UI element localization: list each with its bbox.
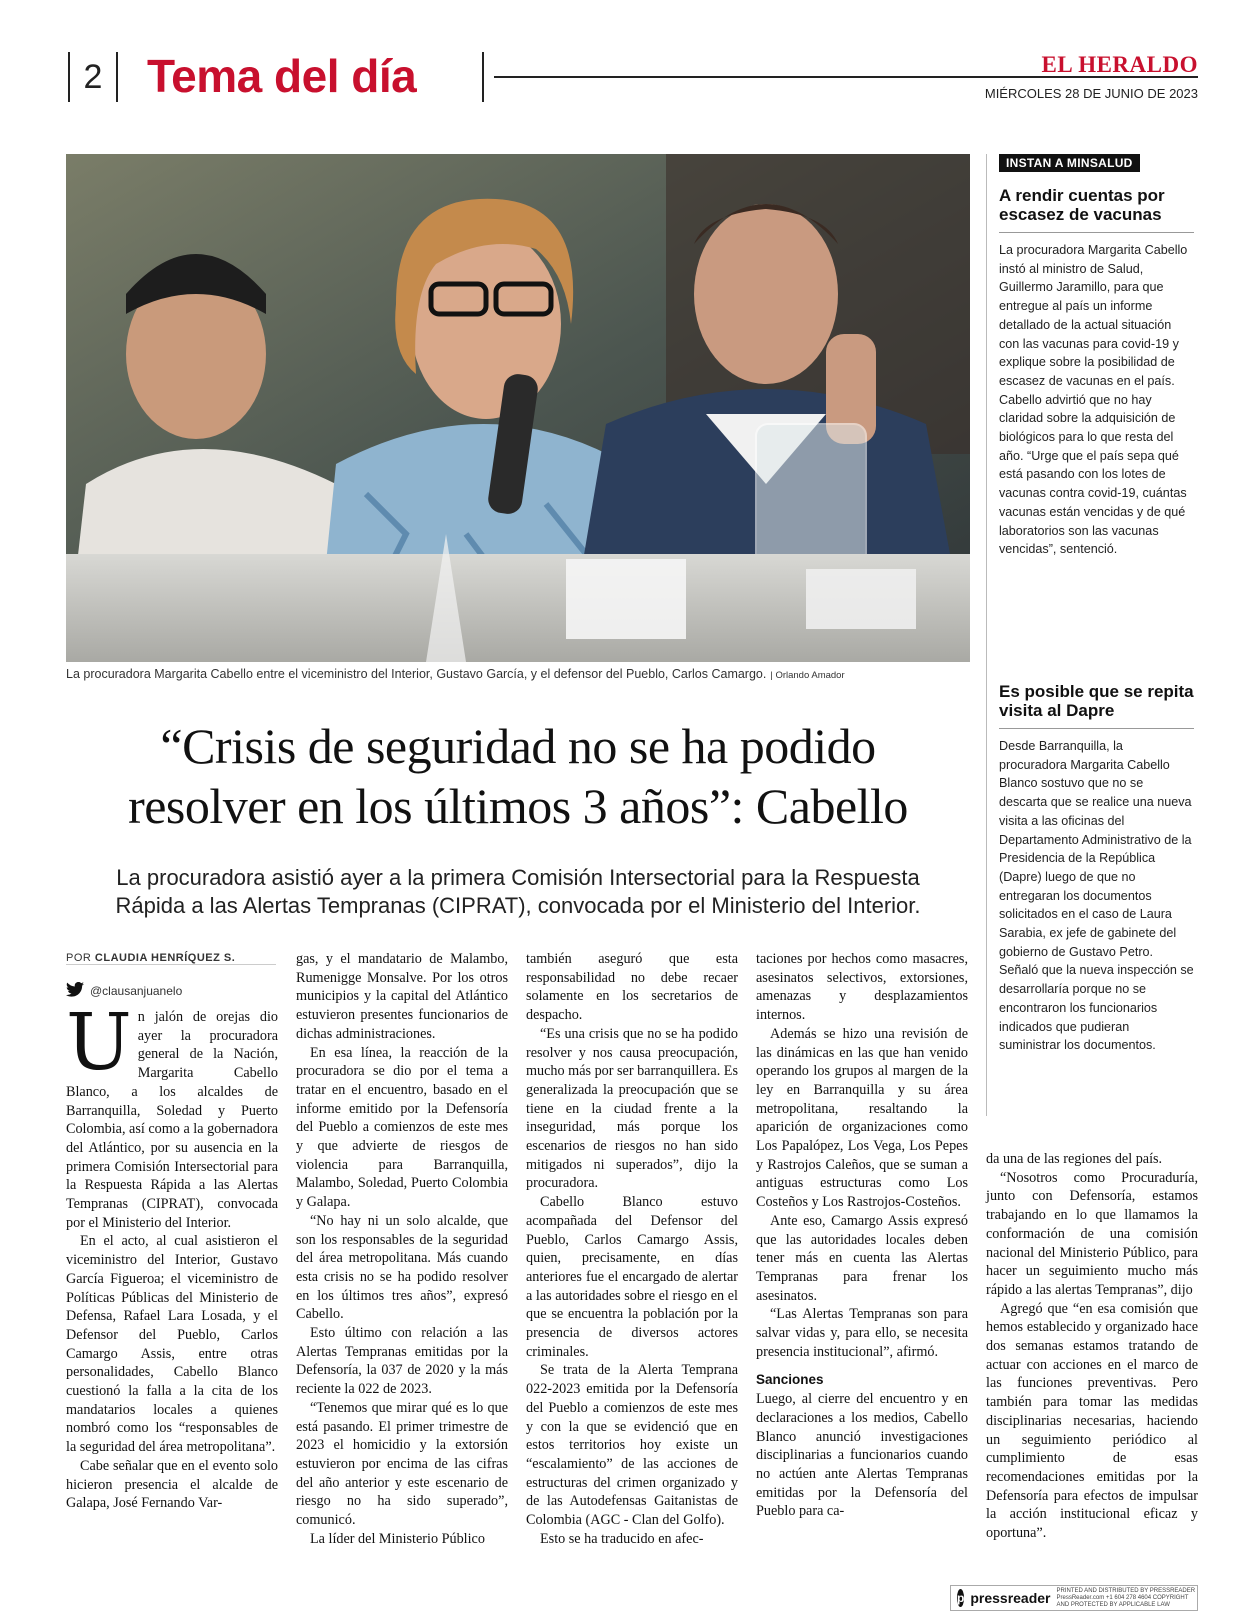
twitter-handle-text: @clausanjuanelo bbox=[90, 984, 183, 998]
sidebar-story-2-title: Es posible que se repita visita al Dapre bbox=[999, 682, 1194, 720]
sidebar-story-2 bbox=[999, 682, 1194, 1055]
paragraph: “No hay ni un solo alcalde, que son los responsables de la seguridad del área metropolitana. Más cuando esta crisis no se ha podido resolver en los últimos tres años”, expresó Cabello. bbox=[296, 1212, 508, 1323]
page-number: 2 bbox=[68, 52, 118, 102]
header-divider bbox=[482, 52, 484, 102]
sidebar-divider bbox=[999, 232, 1194, 233]
paragraph: En esa línea, la reacción de la procuradora se dio por el tema a tratar en el encuentro, basado en el informe emitido por la Defensoría del Pueblo a comienzos de este mes y que advierte de riesgos de violencia para Barranquilla, Malambo, Soledad, Puerto Colombia y Galapa. bbox=[296, 1044, 508, 1211]
sidebar-divider bbox=[999, 728, 1194, 729]
sidebar bbox=[986, 154, 1198, 1116]
byline bbox=[66, 952, 235, 964]
newspaper-logo[interactable]: EL HERALDO bbox=[1041, 52, 1198, 77]
sidebar-story-1-body: La procuradora Margarita Cabello instó al ministro de Salud, Guillermo Jaramillo, para que entregue al país un informe detallado de la actual situación con las vacunas para covid-19 y explique sobre la posibilidad de escasez de vacunas en el país. Cabello advirtió que no hay claridad sobre la adquisición de biológicos para lo que resta del año. “Urge que el país sepa qué está pasando con los lotes de vacunas contra covid-19, cuántas vacunas están vencidas y de qué laboratorios son las vacunas vencidas”, sentenció. bbox=[999, 243, 1188, 557]
paragraph: Se trata de la Alerta Temprana 022-2023 emitida por la Defensoría del Pueblo a comienzos de este mes y con la que se evidenció que en estos territorios hoy existe un “escalamiento” de las acciones de estructuras del crimen organizado y de las Autodefensas Gaitanistas de Colombia (AGC - Clan del Golfo). bbox=[526, 1362, 738, 1529]
pressreader-brand: pressreader bbox=[970, 1590, 1051, 1606]
article-column-1 bbox=[66, 998, 278, 1513]
article-column-3 bbox=[526, 950, 738, 1549]
subhead-sanciones: Sanciones bbox=[756, 1372, 824, 1388]
paragraph: Esto se ha traducido en afec- bbox=[540, 1530, 704, 1547]
sidebar-tag: INSTAN A MINSALUD bbox=[999, 154, 1140, 172]
dek-line-1: La procuradora asistió ayer a la primera Comisión Intersectorial para la Respuesta bbox=[116, 865, 920, 890]
article-column-4 bbox=[756, 950, 968, 1521]
article-headline bbox=[66, 716, 970, 836]
issue-date: MIÉRCOLES 28 DE JUNIO DE 2023 bbox=[984, 86, 1198, 101]
paragraph: Esto último con relación a las Alertas Tempranas emitidas por la Defensoría, la 037 de 2020 y la más reciente la 022 de 2023. bbox=[296, 1325, 508, 1398]
paragraph: n jalón de orejas dio ayer la procuradora general de la Nación, Margarita Cabello Blanco, a los alcaldes de Barranquilla, Soledad y Puerto Colombia, así como a la gobernadora del Atlántico, por su ausencia en la primera Comisión Intersectorial para la Respuesta Rápida a las Alertas Tempranas (CIPRAT), convocada por el Ministerio del Interior. bbox=[66, 1009, 278, 1231]
paragraph: Luego, al cierre del encuentro y en declaraciones a los medios, Cabello Blanco anunció investigaciones disciplinarias a funcionarios cuando no actúen ante Alertas Tempranas emitidas por la Defensoría del Pueblo para ca- bbox=[756, 1391, 968, 1520]
paragraph: “Es una crisis que no se ha podido resolver y nos causa preocupación, mucho más por ser barranquillera. Es generalizada la preocupación que se tiene en la ciudad frente a la inseguridad, más porque los escenarios de riesgos no han sido mitigados ni superados”, dijo la procuradora. bbox=[526, 1025, 738, 1192]
byline-prefix: POR bbox=[66, 952, 92, 964]
sidebar-story-1 bbox=[999, 154, 1194, 559]
paragraph: La líder del Ministerio Público bbox=[310, 1530, 485, 1547]
dek-line-2: Rápida a las Alertas Tempranas (CIPRAT), convocada por el Ministerio del Interior. bbox=[115, 893, 921, 918]
article-photo[interactable] bbox=[66, 154, 970, 662]
headline-line-1: “Crisis de seguridad no se ha podido bbox=[160, 718, 876, 774]
paragraph: Cabello Blanco estuvo acompañada del Defensor del Pueblo, Carlos Camargo Assis, quien, precisamente, en días anteriores fue el encargado de alertar a las autoridades sobre el riesgo en el que se encuentra la población por la presencia de diversos actores criminales. bbox=[526, 1194, 738, 1360]
paragraph: Además se hizo una revisión de las dinámicas en las que han venido operando los grupos al margen de la ley en Barranquilla y su área metropolitana, resaltando la aparición de organizaciones como Los Papalópez, Los Vega, Los Pepes y Rastrojos Caleños, que se suman a antiguas estructuras como Los Costeños y Los Rastrojos-Costeños. bbox=[756, 1025, 968, 1211]
byline-divider bbox=[66, 964, 276, 965]
drop-cap: U bbox=[66, 998, 132, 1088]
pressreader-badge[interactable] bbox=[950, 1585, 1198, 1611]
photo-credit: | Orlando Amador bbox=[770, 670, 845, 681]
section-title: Tema del día bbox=[147, 50, 417, 102]
paragraph: Cabe señalar que en el evento solo hicieron presencia el alcalde de Galapa, José Fernando Var- bbox=[66, 1457, 278, 1512]
paragraph: En el acto, al cual asistieron el viceministro del Interior, Gustavo García Figueroa; el viceministro de Políticas Públicas del Ministerio de Defensa, Rafael Lara Losada, y el Defensor del Pueblo, Carlos Camargo Assis, entre otras personalidades, Cabello Blanco cuestionó la falla a la cita de los mandatarios locales a quienes nombró como los “responsables de la seguridad del área metropolitana”. bbox=[66, 1233, 278, 1456]
paragraph: Agregó que “en esa comisión que hemos establecido y organizado hace dos semanas estamos tratando de actuar con acciones en el marco de las funciones preventivas. Pero también para tomar las medidas disciplinarias necesarias, haciendo un seguimiento periódico al cumplimiento de esas recomendaciones emitidas por la Defensoría para efectos de impulsar la acción institucional eficaz y oportuna”. bbox=[986, 1300, 1198, 1542]
pressreader-fine-print: PRINTED AND DISTRIBUTED BY PRESSREADER PressReader.com +1 604 278 4604 COPYRIGHT AND PROTECTED BY APPLICABLE LAW bbox=[1056, 1587, 1196, 1608]
pressreader-icon: p bbox=[957, 1591, 965, 1605]
sidebar-story-1-title: A rendir cuentas por escasez de vacunas bbox=[999, 186, 1165, 224]
paragraph: da una de las regiones del país. bbox=[986, 1151, 1163, 1167]
photo-illustration bbox=[66, 154, 970, 662]
paragraph: Ante eso, Camargo Assis expresó que las autoridades locales deben tener más en cuenta las Alertas Tempranas para frenar los asesinatos. bbox=[756, 1212, 968, 1304]
paragraph: “Nosotros como Procuraduría, junto con Defensoría, estamos trabajando en lo que llamamos la conformación de una comisión nacional del Ministerio Público, para hacer un seguimiento mucho más rápido a las alertas Tempranas”, dijo bbox=[986, 1169, 1198, 1298]
article-dek bbox=[66, 864, 970, 920]
byline-author: CLAUDIA HENRÍQUEZ S. bbox=[94, 952, 236, 964]
paragraph: taciones por hechos como masacres, asesinatos selectivos, extorsiones, amenazas y desplazamientos internos. bbox=[756, 951, 968, 1024]
paragraph: “Las Alertas Tempranas son para salvar vidas y, para ello, se necesita presencia institucional”, afirmó. bbox=[756, 1306, 968, 1360]
sidebar-story-2-body: Desde Barranquilla, la procuradora Margarita Cabello Blanco sostuvo que no se descarta que se realice una nueva visita a las oficinas del Departamento Administrativo de la Presidencia de la República (Dapre) luego de que no entregaran los documentos solicitados en el caso de Laura Sarabia, ex jefe de gabinete del gobierno de Gustavo Petro. Señaló que la nueva inspección se desarrollaría porque no se encontraron los funcionarios indicados que pudieran suministrar los documentos. bbox=[999, 739, 1194, 1053]
headline-line-2: resolver en los últimos 3 años”: Cabello bbox=[128, 778, 908, 834]
caption-text: La procuradora Margarita Cabello entre el viceministro del Interior, Gustavo García, y el defensor del Pueblo, Carlos Camargo. bbox=[66, 667, 767, 681]
paragraph: gas, y el mandatario de Malambo, Rumenigge Monsalve. Por los otros municipios y la capital del Atlántico estuvieron presentes funcionarios de dichas administraciones. bbox=[296, 951, 508, 1042]
article-column-2 bbox=[296, 950, 508, 1549]
paragraph: “Tenemos que mirar qué es lo que está pasando. El primer trimestre de 2023 el homicidio y la extorsión estuvieron por encima de las cifras del año anterior y este escenario de riesgo no ha sido superado”, comunicó. bbox=[296, 1399, 508, 1529]
paragraph: también aseguró que esta responsabilidad no debe recaer solamente en los secretarios de despacho. bbox=[526, 951, 738, 1024]
article-column-5 bbox=[986, 1150, 1198, 1543]
photo-caption bbox=[66, 667, 845, 681]
